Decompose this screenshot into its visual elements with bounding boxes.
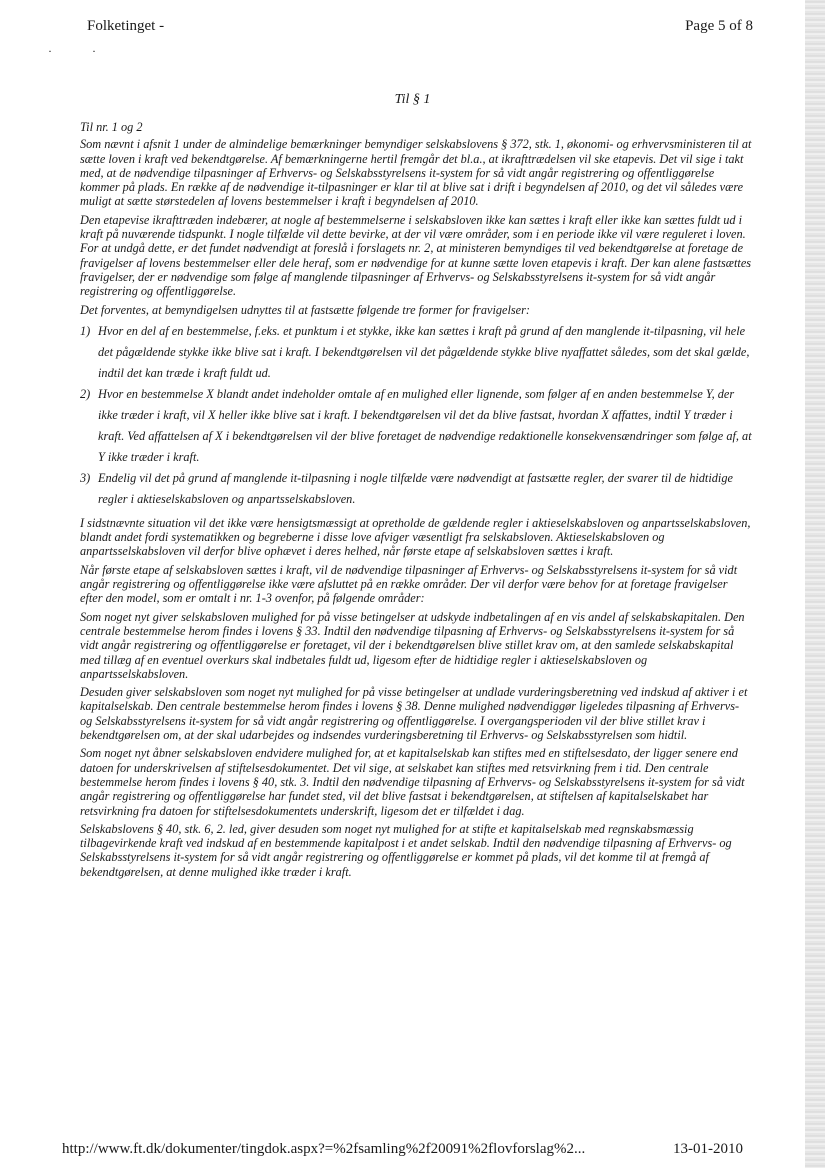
list-item [80,321,752,384]
paragraph: Det forventes, at bemyndigelsen udnyttes til at fastsætte følgende tre former for fravigelser: [80,302,531,317]
paragraph: Som noget nyt giver selskabsloven mulighed for på visse betingelser at udskyde indbetalingen af en vis andel af selskabskapitalen. Den centrale bestemmelse herom findes i lovens § 33. Indtil den nødvendige tilpasning af Erhvervs- og Selskabsstyrelsens it-system for så vidt angår registrering og offentliggørelse er foretaget, vil der i bekendtgørelsen blive stillet krav om, at den samlede selskabskapital med tillæg af en eventuel overkurs skal indbetales fuldt ud, ligesom efter de hidtidige regler i aktieselskabsloven og anpartsselskabsloven. [80,609,745,681]
paragraph: Desuden giver selskabsloven som noget nyt mulighed for på visse betingelser at undlade vurderingsberetning ved indskud af aktiver i et kapitalselskab. Den centrale bestemmelse herom findes i lovens § 38. Denne mulighed nødvendiggør ligeledes tilpasning af Erhvervs- og Selskabsstyrelsens it-system for så vidt angår registrering og offentliggørelse. I overgangsperioden vil der blive stillet krav i bekendtgørelsen om, at der skal udarbejdes og indsendes vurderingsberetning til Erhvervs- og Selskabsstyrelsen som hidtil. [80,685,748,743]
list-item [80,384,752,468]
header-site-title: Folketinget - [87,18,165,34]
footer-url: http://www.ft.dk/dokumenter/tingdok.aspx?=%2fsamling%2f20091%2flovforslag%2... [62,1141,586,1157]
scan-dots: ·· [48,44,136,58]
list-text: Endelig vil det på grund af manglende it-tilpasning i nogle tilfælde være nødvendigt at fastsætte regler, der svarer til de hidtidige regler i aktieselskabsloven og anpartsselskabsloven. [98,470,733,506]
list-number: 2) [80,386,91,401]
paragraph: Som noget nyt åbner selskabsloven endvidere mulighed for, at et kapitalselskab kan stiftes med en stiftelsesdato, der ligger senere end datoen for underskrivelsen af stiftelsesdokumentet. Det vil sige, at selskabet kan stiftes med retsvirkning frem i tid. Den centrale bestemmelse herom findes i lovens § 40, stk. 3. Indtil den nødvendige tilpasning af Erhvervs- og Selskabsstyrelsens it-system for så vidt angår registrering og offentliggørelse har fundet sted, vil det blive fastsat i bekendtgørelsen, at stiftelsen af kapitalselskabet har retsvirkning fra datoen for stiftelsesdokumentets underskrift, ligesom det er tilfældet i dag. [80,746,745,818]
list-text: Hvor en del af en bestemmelse, f.eks. et punktum i et stykke, ikke kan sættes i kraft på grund af den manglende it-tilpasning, vil hele det pågældende stykke ikke blive sat i kraft. I bekendtgørelsen vil det pågældende stykke blive nyaffattet således, som det skal gælde, indtil det kan træde i kraft fuldt ud. [98,323,750,380]
footer-date: 13-01-2010 [673,1141,743,1157]
section-title: Til § 1 [394,92,431,107]
list-item [80,468,752,510]
paragraph: I sidstnævnte situation vil det ikke være hensigtsmæssigt at opretholde de gældende regler i aktieselskabsloven og anpartsselskabsloven, blandt andet fordi systematikken og begreberne i disse love afviger væsentligt fra selskabsloven. Aktieselskabsloven og anpartsselskabsloven vil derfor blive ophævet i deres helhed, når første etape af selskabsloven sættes i kraft. [80,515,751,559]
list-number: 3) [80,470,91,485]
list-number: 1) [80,323,91,338]
paragraph: Når første etape af selskabsloven sættes i kraft, vil de nødvendige tilpasninger af Erhvervs- og Selskabsstyrelsens it-system for så vidt angår registrering og offentliggørelse ikke være afsluttet på en række områder. Der vil derfor være behov for at foretage fravigelser efter den model, som er omtalt i nr. 1-3 ovenfor, på følgende områder: [80,562,738,606]
list-text: Hvor en bestemmelse X blandt andet indeholder omtale af en mulighed eller lignende, som følger af en anden bestemmelse Y, der ikke træder i kraft, vil X heller ikke blive sat i kraft. I bekendtgørelsen vil det da blive fastsat, hvordan X affattes, indtil Y træder i kraft. Ved affattelsen af X i bekendtgørelsen vil der blive foretaget de nødvendige redaktionelle konsekvensændringer som følge af, at Y ikke træder i kraft. [98,386,752,464]
fravigelser-list [80,321,752,510]
paragraph: Som nævnt i afsnit 1 under de almindelige bemærkninger bemyndiger selskabslovens § 372, stk. 1, økonomi- og erhvervsministeren til at sætte loven i kraft ved bekendtgørelse. Af bemærkningerne hertil fremgår det bl.a., at ikrafttrædelsen vil ske etapevis. Det vil sige i takt med, at de nødvendige tilpasninger af Erhvervs- og Selskabsstyrelsens it-system for så vidt angår registrering og offentliggørelse kommer på plads. En række af de nødvendige it-tilpasninger er klar til at blive sat i drift i begyndelsen af 2010, og det vil således være muligt at sætte størstedelen af lovens bestemmelser i kraft i begyndelsen af 2010. [80,137,752,209]
page-number: Page 5 of 8 [685,18,753,34]
subtitle: Til nr. 1 og 2 [80,120,143,134]
paragraph: Selskabslovens § 40, stk. 6, 2. led, giver desuden som noget nyt mulighed for at stifte et kapitalselskab med regnskabsmæssig tilbagevirkende kraft ved indskud af en bestemmende kapitalpost i et andet selskab. Indtil den nødvendige tilpasning af Erhvervs- og Selskabsstyrelsens it-system for så vidt angår registrering og offentliggørelse er kommet på plads, vil det komme til at fremgå af bekendtgørelsen, at denne mulighed ikke træder i kraft. [80,821,732,879]
document-body [80,120,752,883]
paragraph: Den etapevise ikrafttræden indebærer, at nogle af bestemmelserne i selskabsloven ikke kan sættes i kraft eller ikke kan sættes fuldt ud i kraft på nuværende tidspunkt. I nogle tilfælde vil dette bevirke, at der vil være områder, som i en periode ikke vil være reguleret i loven. For at undgå dette, er det fundet nødvendigt at foreslå i forslagets nr. 2, at ministeren bemyndiges til ved bekendtgørelse at foretage de fravigelser af lovens bestemmelser eller dele heraf, som er nødvendige for at kunne sætte loven etapevis i kraft. Der kan alene fastsættes fravigelser, der er nødvendige som følge af manglende tilpasninger af Erhvervs- og Selskabsstyrelsens it-system for så vidt angår registrering og offentliggørelse. [80,212,752,299]
scan-edge [805,0,825,1168]
